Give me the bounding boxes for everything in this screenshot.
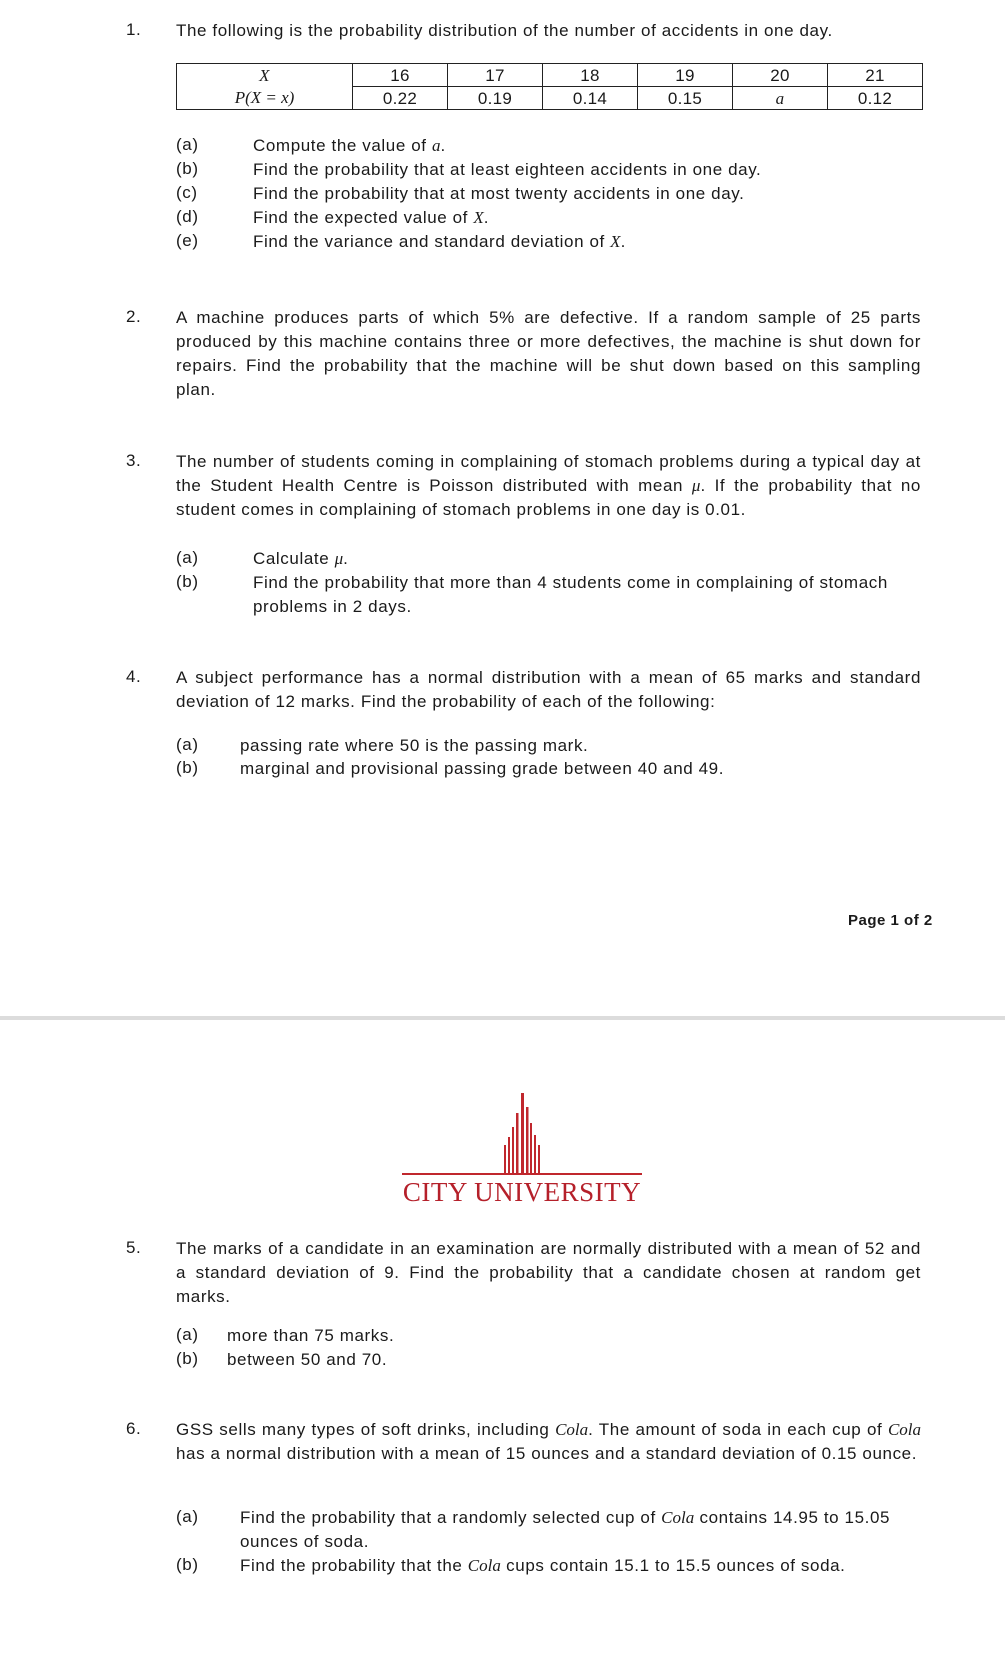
page-divider — [0, 1016, 1005, 1020]
q6-part-b-text-1: Find the probability that the — [240, 1556, 468, 1575]
q3-part-b-text: Find the probability that more than 4 students come in complaining of stomach problems in 2 days. — [253, 573, 888, 616]
q1-part-d-end: . — [483, 208, 490, 227]
probability-distribution-table — [176, 63, 923, 110]
q1-part-label: (a) — [176, 135, 199, 154]
question-3-number: 3. — [126, 451, 142, 470]
q6-part-b — [240, 1554, 846, 1578]
q3-text-a: The number of students coming in complaining of stomach problems during a typical day at the Student Health Centre is Poisson distributed with mean — [176, 452, 921, 495]
q6-part-a-text-2: contains 14.95 to 15.05 ounces of soda. — [240, 1508, 891, 1551]
q3-part-a-text: Calculate — [253, 549, 335, 568]
q3-part-a-label: (a) — [176, 548, 199, 567]
q3-part-a-end: . — [343, 549, 349, 568]
q6-part-b-cola: Cola — [467, 1556, 501, 1575]
q1-part-d-sym: X — [473, 208, 484, 227]
q6-cola-2: Cola — [887, 1420, 921, 1439]
q1-part-b-text: Find the probability that at least eighteen accidents in one day. — [253, 160, 762, 179]
q6-part-a-label: (a) — [176, 1507, 199, 1526]
table-p-value: 0.15 — [638, 87, 733, 110]
q1-part-label: (e) — [176, 231, 199, 250]
q6-cola-1: Cola — [555, 1420, 589, 1439]
q6-part-b-text-2: cups contain 15.1 to 15.5 ounces of soda. — [500, 1556, 846, 1575]
question-6-text — [176, 1418, 921, 1466]
question-1-intro: The following is the probability distribution of the number of accidents in one day. — [176, 21, 833, 40]
q1-part-label: (b) — [176, 159, 199, 178]
q1-part-e-text: Find the variance and standard deviation of — [253, 232, 611, 251]
table-x-value: 17 — [448, 64, 543, 87]
q1-part-d-text: Find the expected value of — [253, 208, 474, 227]
q3-mu: μ — [691, 476, 701, 495]
q5-part-b-text: between 50 and 70. — [227, 1350, 388, 1369]
q5-part-a-label: (a) — [176, 1325, 199, 1344]
table-p-value: a — [733, 87, 828, 110]
question-3-text — [176, 450, 921, 522]
question-5-number: 5. — [126, 1238, 142, 1257]
table-header-x: X — [177, 64, 353, 87]
question-5-text: The marks of a candidate in an examination are normally distributed with a mean of 52 and a standard deviation of 9. Find the probability that a candidate chosen at random get marks. — [176, 1239, 921, 1306]
q4-part-a-label: (a) — [176, 735, 199, 754]
q3-part-a-mu: μ — [334, 549, 344, 568]
q5-part-a-text: more than 75 marks. — [227, 1326, 395, 1345]
q1-part-e-end: . — [620, 232, 626, 251]
q1-part-c-text: Find the probability that at most twenty accidents in one day. — [253, 184, 745, 203]
page-number: Page 1 of 2 — [848, 912, 933, 929]
q6-part-a-text-1: Find the probability that a randomly selected cup of — [240, 1508, 662, 1527]
q1-part-text — [253, 206, 489, 230]
q1-part-text — [253, 230, 626, 254]
table-p-value: 0.22 — [353, 87, 448, 110]
table-p-value: 0.14 — [543, 87, 638, 110]
table-header-p-label: P(X = x) — [234, 88, 295, 108]
q1-part-a-end: . — [440, 136, 446, 155]
question-6-number: 6. — [126, 1419, 142, 1438]
table-x-value: 18 — [543, 64, 638, 87]
q6-text-1: GSS sells many types of soft drinks, including — [176, 1420, 556, 1439]
q1-part-e-sym: X — [610, 232, 621, 251]
logo-underline — [402, 1173, 642, 1175]
university-name: CITY UNIVERSITY — [402, 1177, 642, 1207]
table-x-value: 19 — [638, 64, 733, 87]
q5-part-b-label: (b) — [176, 1349, 199, 1368]
q6-part-b-label: (b) — [176, 1555, 199, 1574]
q6-part-a — [240, 1506, 923, 1554]
q6-text-2: . The amount of soda in each cup of — [588, 1420, 888, 1439]
question-2-text: A machine produces parts of which 5% are defective. If a random sample of 25 parts produced by this machine contains three or more defectives, the machine is shut down for repairs. Find the probability that the machine will be shut down based on this sampling plan. — [176, 308, 921, 399]
university-logo-icon — [500, 1093, 546, 1173]
q4-part-b-label: (b) — [176, 758, 199, 777]
q3-part-b-label: (b) — [176, 572, 199, 591]
table-x-value: 21 — [828, 64, 923, 87]
q4-part-b-text: marginal and provisional passing grade between 40 and 49. — [240, 759, 725, 778]
question-2-number: 2. — [126, 307, 142, 326]
q4-part-a-text: passing rate where 50 is the passing mark. — [240, 736, 589, 755]
table-p-value: 0.12 — [828, 87, 923, 110]
q3-text-b: . If the probability that no student comes in complaining of stomach problems in one day is 0.01. — [176, 476, 921, 519]
question-4-number: 4. — [126, 667, 142, 686]
question-4-text: A subject performance has a normal distribution with a mean of 65 marks and standard deviation of 12 marks. Find the probability of each of the following: — [176, 668, 921, 711]
q6-part-a-cola: Cola — [661, 1508, 695, 1527]
table-header-p — [177, 87, 353, 110]
q1-part-a-sym: a — [431, 136, 441, 155]
table-x-value: 20 — [733, 64, 828, 87]
q6-text-3: has a normal distribution with a mean of 15 ounces and a standard deviation of 0.15 ounce. — [176, 1444, 918, 1463]
table-x-value: 16 — [353, 64, 448, 87]
question-1-number: 1. — [126, 20, 142, 39]
q1-part-label: (c) — [176, 183, 198, 202]
q1-part-a-text: Compute the value of — [253, 136, 432, 155]
table-p-value: 0.19 — [448, 87, 543, 110]
q3-part-a — [253, 547, 348, 571]
q1-part-label: (d) — [176, 207, 199, 226]
q1-part-text — [253, 134, 446, 158]
